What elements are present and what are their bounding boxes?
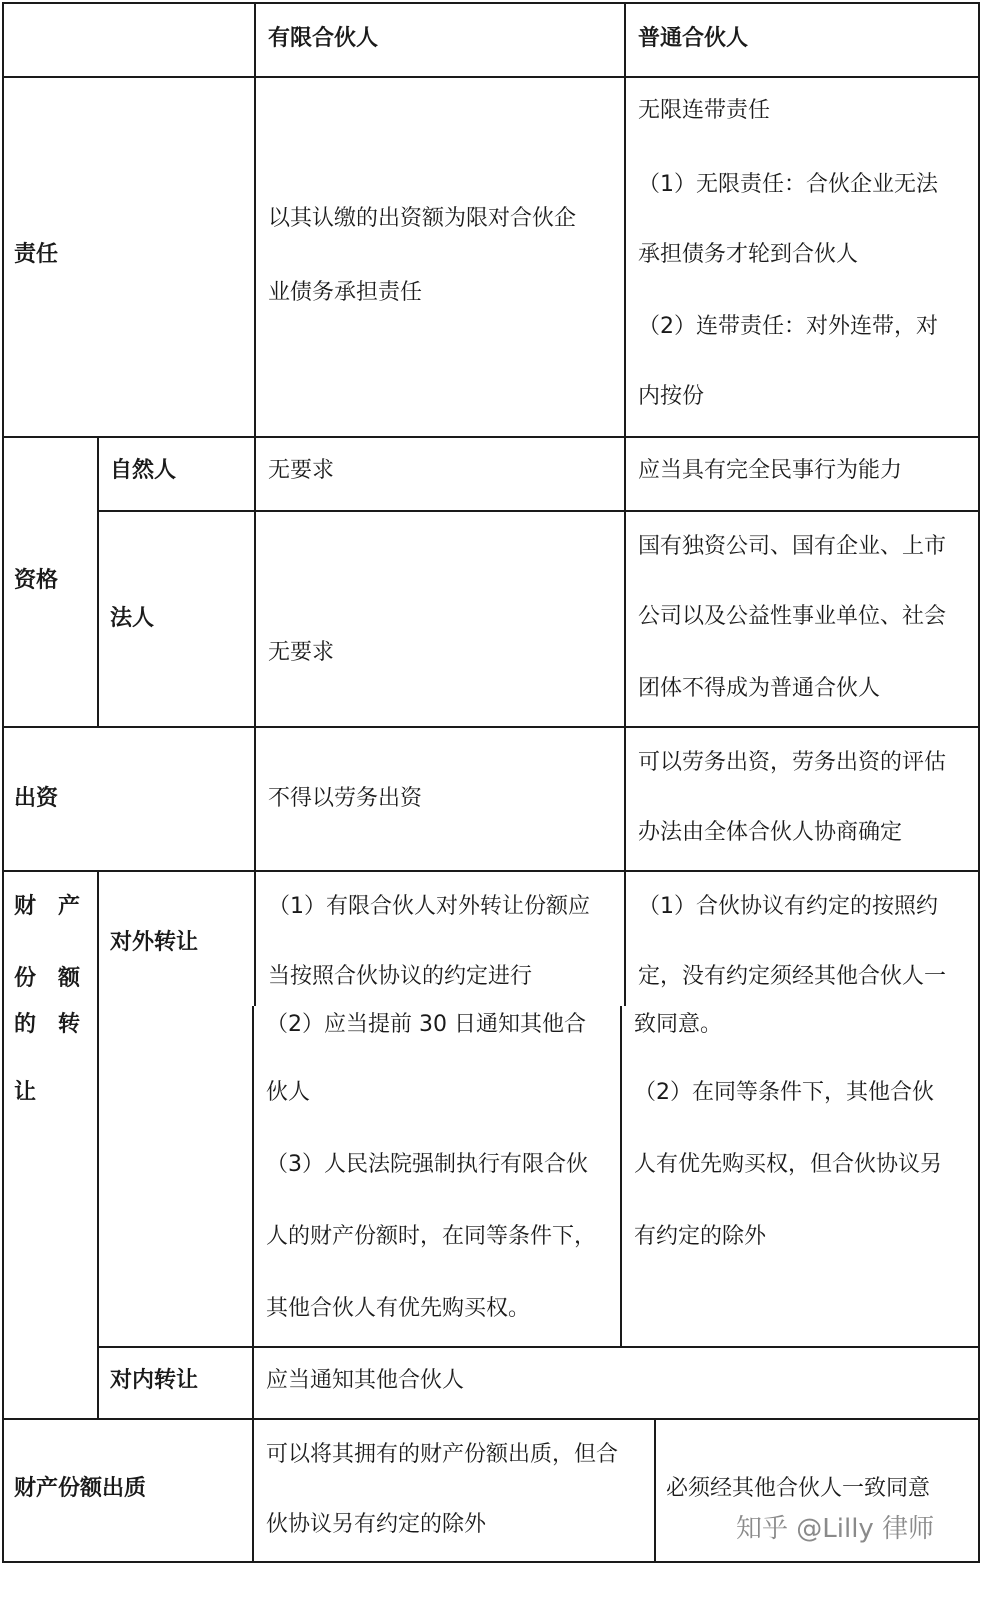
cell-text-line: 当按照合伙协议的约定进行 bbox=[268, 964, 533, 989]
cell-text-line: 承担债务才轮到合伙人 bbox=[638, 242, 859, 267]
header-general-partner: 普通合伙人 bbox=[638, 26, 749, 51]
cell-text-line: 人的财产份额时，在同等条件下， bbox=[266, 1224, 597, 1249]
cell-text-line: 伙协议另有约定的除外 bbox=[266, 1512, 487, 1537]
cell-text-line: 业债务承担责任 bbox=[268, 280, 423, 305]
cell-text-line: 其他合伙人有优先购买权。 bbox=[266, 1296, 531, 1321]
cell-text-line: 以其认缴的出资额为限对合伙企 bbox=[268, 206, 577, 231]
row-label-qualification: 资格 bbox=[14, 568, 59, 593]
cell-text-line: 无限连带责任 bbox=[638, 98, 771, 123]
row-label-pledge: 财产份额出质 bbox=[14, 1476, 147, 1501]
cell-text-line: 无要求 bbox=[268, 458, 335, 483]
sub-label-internal-transfer: 对内转让 bbox=[110, 1368, 199, 1393]
cell-text-line: 伙人 bbox=[266, 1080, 311, 1105]
cell-text-line: 有约定的除外 bbox=[634, 1224, 767, 1249]
row-label-transfer: 份 额 bbox=[14, 966, 81, 991]
column-divider bbox=[252, 1006, 254, 1562]
cell-text-line: （3）人民法院强制执行有限合伙 bbox=[266, 1152, 588, 1177]
cell-text-line: 内按份 bbox=[638, 384, 705, 409]
header-limited-partner: 有限合伙人 bbox=[268, 26, 379, 51]
sub-column-divider bbox=[97, 870, 99, 1420]
row-divider bbox=[2, 76, 980, 78]
cell-text-line: 不得以劳务出资 bbox=[268, 786, 423, 811]
column-divider bbox=[254, 2, 256, 1006]
cell-text-line: 应当通知其他合伙人 bbox=[266, 1368, 465, 1393]
cell-text-line: （1）无限责任：合伙企业无法 bbox=[638, 172, 938, 197]
column-divider bbox=[620, 1006, 622, 1348]
row-label-contribution: 出资 bbox=[14, 786, 59, 811]
cell-text-line: 可以劳务出资，劳务出资的评估 bbox=[638, 750, 947, 775]
row-label-liability: 责任 bbox=[14, 242, 59, 267]
cell-text-line: 团体不得成为普通合伙人 bbox=[638, 676, 881, 701]
row-divider bbox=[2, 436, 980, 438]
cell-text-line: （2）连带责任：对外连带，对 bbox=[638, 314, 938, 339]
cell-text-line: 国有独资公司、国有企业、上市 bbox=[638, 534, 947, 559]
row-divider bbox=[2, 726, 980, 728]
cell-text-line: 致同意。 bbox=[634, 1012, 723, 1037]
row-divider bbox=[2, 870, 980, 872]
sub-label-legal-person: 法人 bbox=[110, 606, 155, 631]
row-divider bbox=[2, 1418, 980, 1420]
table-border-bottom bbox=[2, 1561, 980, 1563]
cell-text-line: 人有优先购买权，但合伙协议另 bbox=[634, 1152, 943, 1177]
cell-text-line: 无要求 bbox=[268, 640, 335, 665]
row-label-transfer: 让 bbox=[14, 1080, 37, 1105]
column-divider bbox=[654, 1418, 656, 1562]
table-border-top bbox=[2, 2, 980, 4]
sub-label-natural-person: 自然人 bbox=[110, 458, 177, 483]
row-divider bbox=[97, 1346, 980, 1348]
cell-text-line: 应当具有完全民事行为能力 bbox=[638, 458, 903, 483]
cell-text-line: （2）应当提前 30 日通知其他合 bbox=[266, 1012, 586, 1037]
sub-label-external-transfer: 对外转让 bbox=[110, 930, 199, 955]
table-border-right bbox=[978, 2, 980, 1563]
sub-column-divider bbox=[97, 436, 99, 728]
watermark: 知乎 @Lilly 律师 bbox=[736, 1514, 935, 1544]
cell-text-line: 办法由全体合伙人协商确定 bbox=[638, 820, 903, 845]
cell-text-line: 公司以及公益性事业单位、社会 bbox=[638, 604, 947, 629]
table-border-left bbox=[2, 2, 4, 1563]
cell-text-line: （1）有限合伙人对外转让份额应 bbox=[268, 894, 590, 919]
cell-text-line: 可以将其拥有的财产份额出质，但合 bbox=[266, 1442, 619, 1467]
cell-text-line: 必须经其他合伙人一致同意 bbox=[666, 1476, 931, 1501]
cell-text-line: 定，没有约定须经其他合伙人一 bbox=[638, 964, 947, 989]
row-label-transfer: 的 转 bbox=[14, 1012, 81, 1037]
row-divider bbox=[97, 510, 980, 512]
cell-text-line: （2）在同等条件下，其他合伙 bbox=[634, 1080, 934, 1105]
column-divider bbox=[624, 2, 626, 1006]
cell-text-line: （1）合伙协议有约定的按照约 bbox=[638, 894, 938, 919]
row-label-transfer: 财 产 bbox=[14, 894, 81, 919]
